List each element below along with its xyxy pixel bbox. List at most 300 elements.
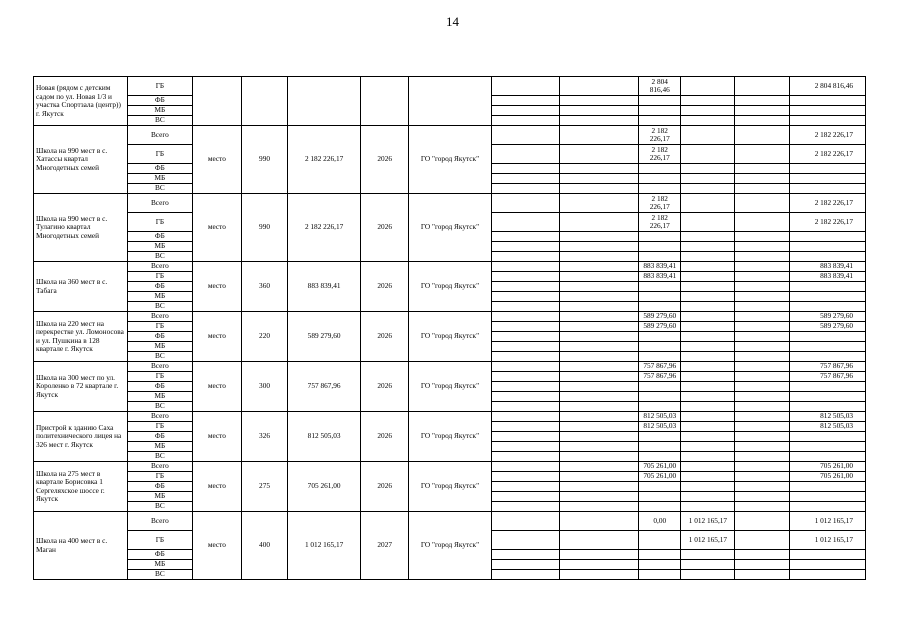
empty-cell [560, 174, 639, 184]
total-cell [790, 502, 866, 512]
empty-cell [735, 145, 790, 164]
empty-cell [735, 382, 790, 392]
empty-cell [735, 362, 790, 372]
empty-cell [491, 145, 559, 164]
amount-cell [639, 392, 681, 402]
total-cell [790, 402, 866, 412]
funding-source-cell: Всего [128, 362, 192, 372]
capacity-cell [242, 77, 288, 126]
cost-cell: 812 505,03 [287, 412, 361, 462]
funding-table [33, 76, 866, 580]
amount-cell [639, 452, 681, 462]
empty-cell [560, 116, 639, 126]
amount-cell [681, 472, 735, 482]
empty-cell [560, 452, 639, 462]
funding-source-cell: ФБ [128, 432, 192, 442]
amount-cell [681, 232, 735, 242]
empty-cell [491, 242, 559, 252]
funding-source-cell: ГБ [128, 213, 192, 232]
amount-cell: 705 261,00 [639, 462, 681, 472]
funding-source-cell: МБ [128, 106, 192, 116]
empty-cell [735, 332, 790, 342]
amount-cell: 705 261,00 [639, 472, 681, 482]
amount-cell [681, 126, 735, 145]
page-number: 14 [446, 14, 459, 29]
funding-source-cell: ВС [128, 252, 192, 262]
funding-source-cell: Всего [128, 126, 192, 145]
empty-cell [735, 232, 790, 242]
empty-cell [735, 272, 790, 282]
empty-cell [735, 512, 790, 531]
project-name-cell: Школа на 360 мест в с. Табага [34, 262, 128, 312]
amount-cell [681, 252, 735, 262]
amount-cell [681, 452, 735, 462]
empty-cell [560, 145, 639, 164]
empty-cell [491, 482, 559, 492]
amount-cell [639, 432, 681, 442]
empty-cell [735, 462, 790, 472]
empty-cell [560, 96, 639, 106]
total-cell: 2 182 226,17 [790, 126, 866, 145]
empty-cell [735, 106, 790, 116]
empty-cell [735, 502, 790, 512]
empty-cell [491, 184, 559, 194]
empty-cell [491, 352, 559, 362]
empty-cell [560, 462, 639, 472]
amount-cell: 883 839,41 [639, 272, 681, 282]
funding-source-cell: Всего [128, 312, 192, 322]
empty-cell [735, 262, 790, 272]
empty-cell [735, 242, 790, 252]
amount-cell [681, 550, 735, 560]
empty-cell [560, 382, 639, 392]
empty-cell [491, 452, 559, 462]
funding-source-cell: Всего [128, 412, 192, 422]
table-row [34, 512, 866, 531]
owner-cell: ГО "город Якутск" [409, 262, 492, 312]
empty-cell [560, 342, 639, 352]
funding-source-cell: МБ [128, 492, 192, 502]
empty-cell [560, 352, 639, 362]
empty-cell [735, 492, 790, 502]
table-row [34, 77, 866, 96]
amount-cell [639, 502, 681, 512]
empty-cell [491, 412, 559, 422]
amount-cell [681, 292, 735, 302]
amount-cell [681, 242, 735, 252]
total-cell: 2 182 226,17 [790, 145, 866, 164]
unit-cell: место [192, 462, 242, 512]
funding-source-cell: ФБ [128, 164, 192, 174]
empty-cell [735, 352, 790, 362]
funding-source-cell: ГБ [128, 422, 192, 432]
funding-source-cell: ГБ [128, 372, 192, 382]
funding-source-cell: Всего [128, 194, 192, 213]
empty-cell [560, 492, 639, 502]
funding-source-cell: МБ [128, 292, 192, 302]
empty-cell [491, 96, 559, 106]
empty-cell [560, 332, 639, 342]
table-row [34, 194, 866, 213]
amount-cell [681, 462, 735, 472]
amount-cell [681, 213, 735, 232]
amount-cell [639, 352, 681, 362]
empty-cell [491, 422, 559, 432]
total-cell: 812 505,03 [790, 412, 866, 422]
amount-cell [681, 402, 735, 412]
capacity-cell: 220 [242, 312, 288, 362]
funding-source-cell: ФБ [128, 482, 192, 492]
empty-cell [735, 402, 790, 412]
amount-cell [639, 560, 681, 570]
empty-cell [560, 570, 639, 580]
empty-cell [560, 302, 639, 312]
empty-cell [560, 292, 639, 302]
table-row [34, 462, 866, 472]
empty-cell [735, 126, 790, 145]
amount-cell [681, 194, 735, 213]
amount-cell [681, 382, 735, 392]
table-row [34, 312, 866, 322]
empty-cell [560, 422, 639, 432]
empty-cell [560, 442, 639, 452]
empty-cell [735, 302, 790, 312]
empty-cell [735, 164, 790, 174]
capacity-cell: 990 [242, 126, 288, 194]
amount-cell [639, 442, 681, 452]
total-cell [790, 292, 866, 302]
capacity-cell: 326 [242, 412, 288, 462]
owner-cell: ГО "город Якутск" [409, 512, 492, 580]
empty-cell [491, 570, 559, 580]
empty-cell [491, 382, 559, 392]
amount-cell: 2 182 226,17 [639, 126, 681, 145]
funding-source-cell: ФБ [128, 550, 192, 560]
amount-cell [681, 392, 735, 402]
empty-cell [491, 432, 559, 442]
owner-cell: ГО "город Якутск" [409, 462, 492, 512]
funding-source-cell: МБ [128, 442, 192, 452]
empty-cell [560, 322, 639, 332]
amount-cell [681, 482, 735, 492]
total-cell [790, 342, 866, 352]
cost-cell: 2 182 226,17 [287, 194, 361, 262]
cost-cell: 705 261,00 [287, 462, 361, 512]
project-name-cell: Пристрой к зданию Саха политехнического лицея на 326 мест г. Якутск [34, 412, 128, 462]
capacity-cell: 360 [242, 262, 288, 312]
empty-cell [491, 116, 559, 126]
amount-cell [639, 242, 681, 252]
owner-cell: ГО "город Якутск" [409, 412, 492, 462]
capacity-cell: 275 [242, 462, 288, 512]
amount-cell: 2 182 226,17 [639, 213, 681, 232]
amount-cell [681, 145, 735, 164]
funding-source-cell: ВС [128, 570, 192, 580]
owner-cell: ГО "город Якутск" [409, 126, 492, 194]
funding-source-cell: Всего [128, 512, 192, 531]
empty-cell [491, 262, 559, 272]
year-cell: 2026 [361, 262, 409, 312]
amount-cell [681, 372, 735, 382]
amount-cell [639, 252, 681, 262]
total-cell [790, 116, 866, 126]
project-name-cell: Школа на 275 мест в квартале Борисовка 1 Сергеляхское шоссе г. Якутск [34, 462, 128, 512]
empty-cell [735, 482, 790, 492]
table-row [34, 126, 866, 145]
empty-cell [735, 252, 790, 262]
empty-cell [735, 312, 790, 322]
empty-cell [491, 194, 559, 213]
amount-cell [681, 312, 735, 322]
table-row [34, 262, 866, 272]
funding-source-cell: МБ [128, 560, 192, 570]
empty-cell [560, 272, 639, 282]
amount-cell [639, 106, 681, 116]
amount-cell: 812 505,03 [639, 422, 681, 432]
amount-cell [681, 432, 735, 442]
total-cell [790, 164, 866, 174]
total-cell [790, 442, 866, 452]
cost-cell: 589 279,60 [287, 312, 361, 362]
empty-cell [560, 402, 639, 412]
empty-cell [560, 184, 639, 194]
empty-cell [560, 362, 639, 372]
empty-cell [491, 362, 559, 372]
total-cell: 812 505,03 [790, 422, 866, 432]
empty-cell [491, 502, 559, 512]
cost-cell: 1 012 165,17 [287, 512, 361, 580]
empty-cell [735, 184, 790, 194]
total-cell: 1 012 165,17 [790, 531, 866, 550]
empty-cell [491, 213, 559, 232]
owner-cell: ГО "город Якутск" [409, 312, 492, 362]
amount-cell [639, 164, 681, 174]
total-cell: 589 279,60 [790, 322, 866, 332]
funding-source-cell: МБ [128, 392, 192, 402]
total-cell: 2 804 816,46 [790, 77, 866, 96]
amount-cell [681, 412, 735, 422]
amount-cell [639, 174, 681, 184]
funding-source-cell: ГБ [128, 272, 192, 282]
empty-cell [735, 560, 790, 570]
amount-cell [639, 282, 681, 292]
unit-cell: место [192, 412, 242, 462]
empty-cell [735, 372, 790, 382]
funding-source-cell: ФБ [128, 282, 192, 292]
year-cell: 2026 [361, 362, 409, 412]
amount-cell [681, 184, 735, 194]
total-cell: 705 261,00 [790, 462, 866, 472]
total-cell [790, 232, 866, 242]
amount-cell: 2 182 226,17 [639, 194, 681, 213]
empty-cell [560, 312, 639, 322]
empty-cell [735, 116, 790, 126]
total-cell: 2 182 226,17 [790, 213, 866, 232]
total-cell [790, 332, 866, 342]
empty-cell [560, 412, 639, 422]
total-cell [790, 352, 866, 362]
empty-cell [560, 472, 639, 482]
empty-cell [491, 531, 559, 550]
empty-cell [735, 392, 790, 402]
amount-cell [681, 570, 735, 580]
amount-cell [639, 332, 681, 342]
amount-cell [681, 77, 735, 96]
amount-cell [639, 96, 681, 106]
amount-cell: 757 867,96 [639, 362, 681, 372]
funding-source-cell: ГБ [128, 77, 192, 96]
empty-cell [491, 77, 559, 96]
empty-cell [735, 452, 790, 462]
amount-cell: 589 279,60 [639, 322, 681, 332]
funding-source-cell: ВС [128, 502, 192, 512]
amount-cell [681, 352, 735, 362]
amount-cell [639, 292, 681, 302]
funding-source-cell: ВС [128, 452, 192, 462]
empty-cell [735, 77, 790, 96]
funding-source-cell: ГБ [128, 145, 192, 164]
empty-cell [560, 213, 639, 232]
empty-cell [491, 492, 559, 502]
funding-source-cell: МБ [128, 242, 192, 252]
unit-cell: место [192, 312, 242, 362]
total-cell [790, 302, 866, 312]
total-cell [790, 106, 866, 116]
amount-cell [681, 332, 735, 342]
empty-cell [491, 462, 559, 472]
owner-cell: ГО "город Якутск" [409, 194, 492, 262]
unit-cell: место [192, 512, 242, 580]
year-cell: 2026 [361, 126, 409, 194]
empty-cell [735, 442, 790, 452]
empty-cell [560, 262, 639, 272]
empty-cell [560, 372, 639, 382]
amount-cell [681, 282, 735, 292]
empty-cell [491, 292, 559, 302]
amount-cell [681, 342, 735, 352]
empty-cell [735, 570, 790, 580]
amount-cell [681, 322, 735, 332]
funding-source-cell: ВС [128, 184, 192, 194]
amount-cell [639, 232, 681, 242]
total-cell: 883 839,41 [790, 272, 866, 282]
unit-cell: место [192, 362, 242, 412]
cost-cell: 883 839,41 [287, 262, 361, 312]
empty-cell [491, 560, 559, 570]
year-cell: 2026 [361, 194, 409, 262]
total-cell [790, 482, 866, 492]
amount-cell [681, 422, 735, 432]
empty-cell [491, 322, 559, 332]
amount-cell: 2 182 226,17 [639, 145, 681, 164]
empty-cell [735, 472, 790, 482]
empty-cell [491, 174, 559, 184]
empty-cell [491, 232, 559, 242]
empty-cell [491, 164, 559, 174]
funding-source-cell: ГБ [128, 322, 192, 332]
funding-source-cell: МБ [128, 342, 192, 352]
unit-cell: место [192, 262, 242, 312]
empty-cell [560, 194, 639, 213]
total-cell: 757 867,96 [790, 372, 866, 382]
empty-cell [491, 126, 559, 145]
empty-cell [491, 312, 559, 322]
total-cell [790, 252, 866, 262]
empty-cell [735, 422, 790, 432]
funding-source-cell: ВС [128, 116, 192, 126]
total-cell [790, 282, 866, 292]
project-name-cell: Школа на 300 мест по ул. Короленко в 72 квартале г. Якутск [34, 362, 128, 412]
amount-cell [639, 402, 681, 412]
funding-source-cell: ФБ [128, 96, 192, 106]
empty-cell [735, 342, 790, 352]
amount-cell: 757 867,96 [639, 372, 681, 382]
amount-cell [639, 482, 681, 492]
total-cell [790, 174, 866, 184]
amount-cell [639, 550, 681, 560]
amount-cell [681, 262, 735, 272]
empty-cell [735, 96, 790, 106]
empty-cell [560, 252, 639, 262]
empty-cell [735, 194, 790, 213]
funding-source-cell: ВС [128, 352, 192, 362]
amount-cell [681, 116, 735, 126]
empty-cell [560, 232, 639, 242]
amount-cell [681, 96, 735, 106]
empty-cell [491, 472, 559, 482]
empty-cell [735, 213, 790, 232]
amount-cell [639, 492, 681, 502]
empty-cell [560, 282, 639, 292]
project-name-cell: Школа на 400 мест в с. Маган [34, 512, 128, 580]
project-name-cell: Школа на 220 мест на перекрестке ул. Ломоносова и ул. Пушкина в 128 квартале г. Якутск [34, 312, 128, 362]
total-cell: 2 182 226,17 [790, 194, 866, 213]
total-cell [790, 382, 866, 392]
empty-cell [560, 106, 639, 116]
funding-source-cell: ФБ [128, 232, 192, 242]
empty-cell [491, 550, 559, 560]
amount-cell [681, 272, 735, 282]
amount-cell: 589 279,60 [639, 312, 681, 322]
capacity-cell: 990 [242, 194, 288, 262]
project-name-cell: Школа на 990 мест в с. Хатассы квартал Многодетных семей [34, 126, 128, 194]
table-row [34, 362, 866, 372]
amount-cell [681, 164, 735, 174]
capacity-cell: 300 [242, 362, 288, 412]
total-cell: 883 839,41 [790, 262, 866, 272]
amount-cell [681, 502, 735, 512]
project-name-cell: Школа на 990 мест в с. Тулагино квартал Многодетных семей [34, 194, 128, 262]
year-cell [361, 77, 409, 126]
amount-cell: 0,00 [639, 512, 681, 531]
project-name-cell: Новая (рядом с детским садом по ул. Новая 1/3 и участка Спортзала (центр)) г. Якутск [34, 77, 128, 126]
amount-cell [639, 570, 681, 580]
empty-cell [491, 512, 559, 531]
amount-cell: 812 505,03 [639, 412, 681, 422]
total-cell: 589 279,60 [790, 312, 866, 322]
funding-source-cell: ГБ [128, 472, 192, 482]
cost-cell [287, 77, 361, 126]
funding-source-cell: ФБ [128, 332, 192, 342]
empty-cell [735, 412, 790, 422]
total-cell [790, 492, 866, 502]
year-cell: 2026 [361, 412, 409, 462]
empty-cell [491, 106, 559, 116]
empty-cell [560, 432, 639, 442]
empty-cell [735, 550, 790, 560]
empty-cell [491, 252, 559, 262]
amount-cell [639, 531, 681, 550]
